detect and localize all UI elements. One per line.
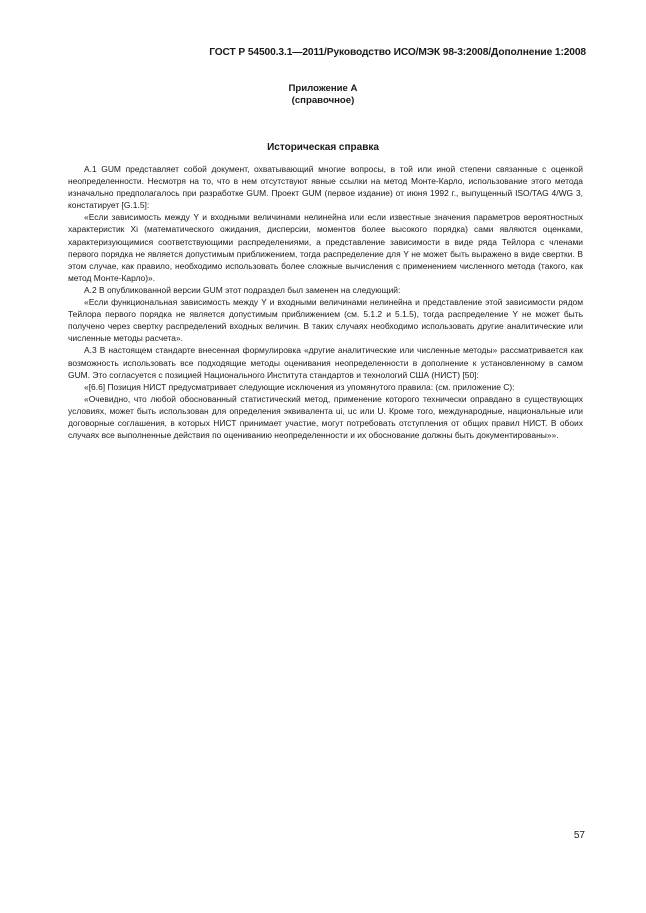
- appendix-subtitle: (справочное): [291, 95, 355, 106]
- paragraph: А.1 GUM представляет собой документ, охватывающий многие вопросы, в той или иной степени связанные с оценкой неопределенности. Несмотря на то, что в нем отсутствуют явные ссылки на метод Монте-Карло, использование этого метода изначально предполагалось при разработке GUM. Проект GUM (первое издание) от июня 1992 г., выпущенный ISO/TAG 4/WG 3, констатирует [G.1.5]:: [68, 164, 583, 211]
- appendix-title: Приложение А: [288, 83, 358, 94]
- paragraph: «[6.6] Позиция НИСТ предусматривает следующие исключения из упомянутого правила: (см. приложение С):: [84, 381, 515, 392]
- section-title: Историческая справка: [267, 142, 379, 153]
- paragraph: А.3 В настоящем стандарте внесенная формулировка «другие аналитические или численные методы» рассматривается как возможность использовать все подходящие методы оценивания неопределенности в дополнение к установленному в самом GUM. Это согласуется с позицией Национального Института стандартов и технологий США (НИСТ) [50]:: [68, 345, 583, 380]
- body-text: [68, 163, 583, 441]
- appendix-heading: [0, 83, 646, 107]
- page-number: 57: [573, 830, 585, 841]
- paragraph: «Очевидно, что любой обоснованный статистический метод, применение которого технически оправдано в существующих условиях, может быть использован для определения эквивалента ui, uc или U. Кроме того, международные, национальные или договорные соглашения, в которых НИСТ принимает участие, могут потребовать отступления от общих правил НИСТ. В обоих случаях все выполненные действия по оцениванию неопределенности и их обоснование должны быть документированы»».: [68, 393, 583, 441]
- paragraph: «Если функциональная зависимость между Y и входными величинами нелинейна и представление этой зависимости рядом Тейлора первого порядка не является допустимым приближением (см. 5.1.2 и 5.1.5), тогда распределение Y не может быть получено через свертку распределений входных величин. В таких случаях необходимо использовать другие аналитические или численные методы расчета».: [68, 297, 583, 344]
- document-header: ГОСТ Р 54500.3.1—2011/Руководство ИСО/МЭК 98-3:2008/Дополнение 1:2008: [209, 47, 586, 58]
- paragraph: «Если зависимость между Y и входными величинами нелинейна или если известные значения параметров вероятностных характеристик Xi (математического ожидания, дисперсии, моментов более высокого порядка) сами являются оценками, характеризующимися соответствующими распределениями, а представление зависимости в виде ряда Тейлора с членами первого порядка не является допустимым приближением, тогда распределение для Y не может быть выражено в виде свертки. В этом случае, как правило, необходимо использовать более сложные вычисления с применением численного метода (такого, как метод Монте-Карло)».: [68, 212, 583, 283]
- paragraph: А.2 В опубликованной версии GUM этот подраздел был заменен на следующий:: [84, 284, 401, 295]
